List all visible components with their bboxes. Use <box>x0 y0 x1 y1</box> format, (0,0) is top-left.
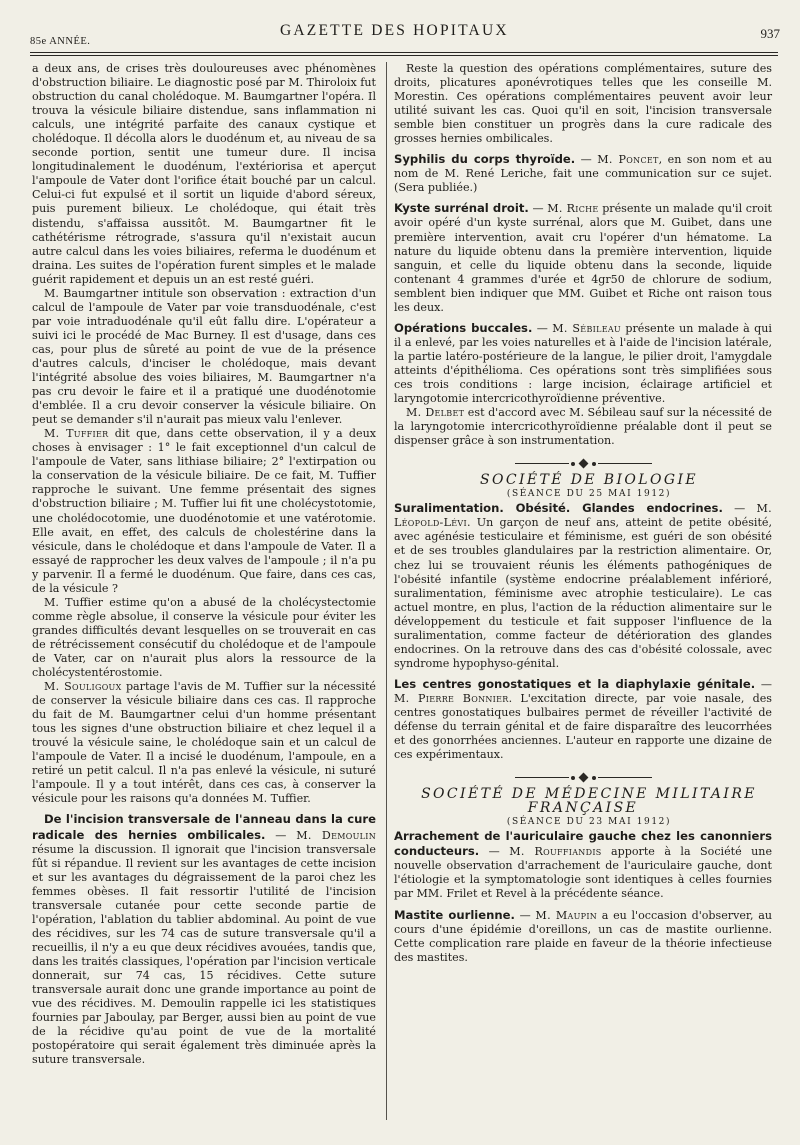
section-paragraph: Syphilis du corps thyroïde. — M. Poncet, en son nom et au nom de M. René Leriche, fait une communication sur ce sujet. (Sera publiée.) <box>394 152 772 195</box>
section-title: Suralimentation. Obésité. Glandes endocrines. <box>394 501 723 516</box>
section-title: Syphilis du corps thyroïde. <box>394 152 576 167</box>
paragraph: M. Delbet est d'accord avec M. Sébileau sauf sur la nécessité de la laryngotomie intercricothyroïdienne préalable dont il peut se dispenser grâce à son instrumentation. <box>394 406 772 448</box>
section-paragraph: Arrachement de l'auriculaire gauche chez les canonniers conducteurs. — M. Rouffiandis apporte à la Société une nouvelle observation d'arrachement de l'auriculaire gauche, dont l'étiologie et la symptomatologie sont identiques à celles fournies par MM. Frilet et Revel à la précédente séance. <box>394 829 773 901</box>
speaker-name: M. Tuffier <box>44 427 109 441</box>
section-title: Opérations buccales. <box>394 320 533 335</box>
speaker-name: M. Léopold-Lévi <box>394 502 772 530</box>
speaker-name: M. Demoulin <box>296 828 376 842</box>
session-date: (SÉANCE DU 23 MAI 1912) <box>506 817 672 828</box>
section-paragraph: Kyste surrénal droit. — M. Riche présente un malade qu'il croit avoir opéré d'un kyste surrénal, alors que M. Guibet, dans une première intervention, avait cru l'opérer d'un hématome. La nature du liquide obtenu dans la première intervention, liquide sanguin, et celle du liquide obtenu dans la seconde, liquide contenant 4 grammes d'urée et 4gr50 de chlorure de sodium, semblent bien indiquer que MM. Guibet et Riche ont raison tous les deux. <box>394 201 772 314</box>
speaker-name: M. Souligoux <box>44 680 122 694</box>
section-ornament <box>394 460 772 467</box>
session-date: (SÉANCE DU 25 MAI 1912) <box>506 489 672 500</box>
speaker-name: M. Pierre Bonnier <box>394 691 509 705</box>
section-title: Mastite ourlienne. <box>394 907 515 922</box>
page-header <box>30 14 780 48</box>
page-number: 937 <box>760 26 780 41</box>
section-paragraph: De l'incision transversale de l'anneau dans la cure radicale des hernies ombilicales. — M. Demoulin résume la discussion. Il ignorait que l'incision transversale fût si répandue. Il revient sur les avantages de cette incision et sur les avantages du dégraissement de la paroi chez les femmes obèses. Il fait ressortir l'utilité de l'incision transversale cutanée pour cette seconde partie de l'opération, l'ablation du tablier abdominal. Au point de vue des récidives, sur les 74 cas de suture transversale qu'il a recueillis, il n'y a eu que deux récidives avouées, tandis que, dans les traités classiques, l'opération par l'incision verticale donnerait, sur 74 cas, 15 récidives. Cette suture transversale aurait donc une grande importance au point de vue des récidives. M. Demoulin rappelle ici les statistiques fournies par Jaboulay, par Berger, aussi bien au point de vue de la récidive qu'au point de vue de la mortalité postopératoire qui serait également très diminuée après la suture transversale. <box>32 812 376 1067</box>
header-rule-thin <box>30 55 778 56</box>
society-heading: SOCIÉTÉ DE MÉDECINE MILITAIRE FRANÇAISE <box>421 786 757 817</box>
journal-title: GAZETTE DES HOPITAUX <box>280 22 509 39</box>
paragraph: M. Baumgartner intitule son observation : extraction d'un calcul de l'ampoule de Vater par voie transduodénale, c'est par voie intraduodénale qu'il eût fallu dire. L'opérateur a suivi ici le procédé de Mac Burney. Il est d'usage, dans ces cas, pour plus de sûreté au point de vue de la présence d'autres calculs, d'inciser le cholédoque, mais devant l'intégrité absolue des voies biliaires, M. Baumgartner n'a pas cru devoir le faire et il a pratiqué une duodénotomie d'emblée. Il a cru devoir conserver la vésicule biliaire. On peut se demander s'il n'aurait pas mieux valu l'enlever. <box>32 286 376 427</box>
edition-label: 85e ANNÉE. <box>30 36 91 47</box>
column-divider <box>386 62 387 1120</box>
society-heading: SOCIÉTÉ DE BIOLOGIE <box>479 472 699 489</box>
section-paragraph: Mastite ourlienne. — M. Maupin a eu l'occasion d'observer, au cours d'une épidémie d'oreillons, un cas de mastite ourlienne. Cette complication rare plaide en faveur de la théorie infectieuse des mastites. <box>394 907 772 964</box>
section-title: Les centres gonostatiques et la diaphylaxie génitale. <box>394 676 756 691</box>
paragraph: M. Tuffier dit que, dans cette observation, il y a deux choses à envisager : 1° le fait exceptionnel d'un calcul de l'ampoule de Vater, sans lithiase biliaire; 2° l'extirpation ou la conservation de la vésicule biliaire. De ce fait, M. Tuffier rapproche le suivant. Une femme présentait des signes d'obstruction biliaire ; M. Tuffier lui fit une cholécystotomie, une cholédocotomie, une duodénotomie et une vatérotomie. Elle avait, en effet, des calculs de cholestérine dans la vésicule, dans le cholédoque et dans l'ampoule de Vater. Il a essayé de rapprocher les deux valves de l'ampoule ; il n'a pu y parvenir. Il a fermé le duodénum. Que faire, dans ces cas, de la vésicule ? <box>32 427 376 595</box>
paragraph: M. Souligoux partage l'avis de M. Tuffier sur la nécessité de conserver la vésicule biliaire dans ces cas. Il rapproche du fait de M. Baumgartner celui d'un homme présentant tous les signes d'une obstruction biliaire et chez lequel il a trouvé la vésicule saine, le cholédoque sain et un calcul de l'ampoule de Vater. Il a incisé le duodénum, l'ampoule, en a retiré un petit calcul. Il n'a pas enlevé la vésicule, ni suturé l'ampoule. Il y a tout intérêt, dans ces cas, à conserver la vésicule pour les raisons qu'a données M. Tuffier. <box>32 680 376 806</box>
speaker-name: M. Poncet <box>597 153 659 167</box>
header-rule <box>30 52 778 53</box>
right-column <box>394 62 772 965</box>
section-title: Kyste surrénal droit. <box>394 201 529 216</box>
speaker-name: M. Rouffiandis <box>509 845 602 859</box>
section-title: Arrachement de l'auriculaire gauche chez les canonniers conducteurs. <box>394 829 772 859</box>
speaker-name: M. Delbet <box>406 406 465 420</box>
section-paragraph: Suralimentation. Obésité. Glandes endocrines. — M. Léopold-Lévi. Un garçon de neuf ans, atteint de petite obésité, avec agénésie testiculaire et féminisme, est guéri de son obésité et de ses troubles glandulaires par la restriction alimentaire. Or, chez lui se trouvaient réunis les éléments pathogéniques de l'obésité infantile (système endocrine préalablement inférioré, suralimentation, féminisme avec atrophie testiculaire). Le cas actuel montre, en plus, l'action de la réduction alimentaire sur le développement du testicule et fait supposer l'influence de la suralimentation, comme facteur de détérioration des glandes endocrines. On la retrouve dans des cas d'obésité colossale, avec syndrome hypophyso-génital. <box>394 501 772 670</box>
speaker-name: M. Sébileau <box>552 321 621 335</box>
section-paragraph: Opérations buccales. — M. Sébileau présente un malade à qui il a enlevé, par les voies naturelles et à l'aide de l'incision latérale, la partie latéro-postérieure de la langue, le pilier droit, l'amygdale atteints d'épithélioma. Ces opérations sont très simplifiées sous ces trois conditions : large incision, éclairage artificiel et laryngotomie intercricothyroïdienne préventive. <box>394 320 772 406</box>
paragraph: Reste la question des opérations complémentaires, suture des droits, plicatures aponévrotiques telles que les conseille M. Morestin. Ces opérations complémentaires peuvent avoir leur utilité suivant les cas. Quoi qu'il en soit, l'incision transversale semble bien constituer un progrès dans la cure radicale des grosses hernies ombilicales. <box>394 62 772 146</box>
section-title: De l'incision transversale de l'anneau dans la cure radicale des hernies ombilicales. <box>32 812 376 842</box>
paragraph: a deux ans, de crises très douloureuses avec phénomènes d'obstruction biliaire. Le diagnostic posé par M. Thiroloix fut obstruction du canal cholédoque. M. Baumgartner l'opéra. Il trouva la vésicule biliaire distendue, sans inflammation ni calculs, une intégrité parfaite des canaux cystique et cholédoque. Il décolla alors le duodénum et, au niveau de sa seconde portion, sentit une tumeur dure. Il incisa longitudinalement le duodénum, l'extériorisa et aperçut l'ampoule de Vater dont l'orifice était bouché par un calcul. Celui-ci fut expulsé et il sortit un liquide d'abord séreux, puis purement bilieux. Le cholédoque, qui était très distendu, s'affaissa aussitôt. M. Baumgartner fit le cathétérisme rétrograde, s'assura qu'il n'existait aucun autre calcul dans les voies biliaires, referma le duodénum et draina. Les suites de l'opération furent simples et le malade guérit rapidement et depuis un an est resté guéri. <box>32 62 376 286</box>
left-column <box>32 62 376 1067</box>
section-paragraph: Les centres gonostatiques et la diaphylaxie génitale. — M. Pierre Bonnier. L'excitation directe, par voie nasale, des centres gonostatiques bulbaires permet de réveiller l'activité de défense du terrain génital et de faire disparaître des leucorrhées et des gonorrhées anciennes. L'auteur en rapporte une dizaine de ces expérimentaux. <box>394 676 772 762</box>
speaker-name: M. Riche <box>547 202 599 216</box>
paragraph: M. Tuffier estime qu'on a abusé de la cholécystectomie comme règle absolue, il conserve la vésicule pour éviter les grandes difficultés devant lesquelles on se trouverait en cas de rétrécissement consécutif du cholédoque et de l'ampoule de Vater, car on n'aurait plus alors la ressource de la cholécystentérostomie. <box>32 595 376 680</box>
speaker-name: M. Maupin <box>535 908 598 922</box>
section-ornament <box>394 774 772 781</box>
